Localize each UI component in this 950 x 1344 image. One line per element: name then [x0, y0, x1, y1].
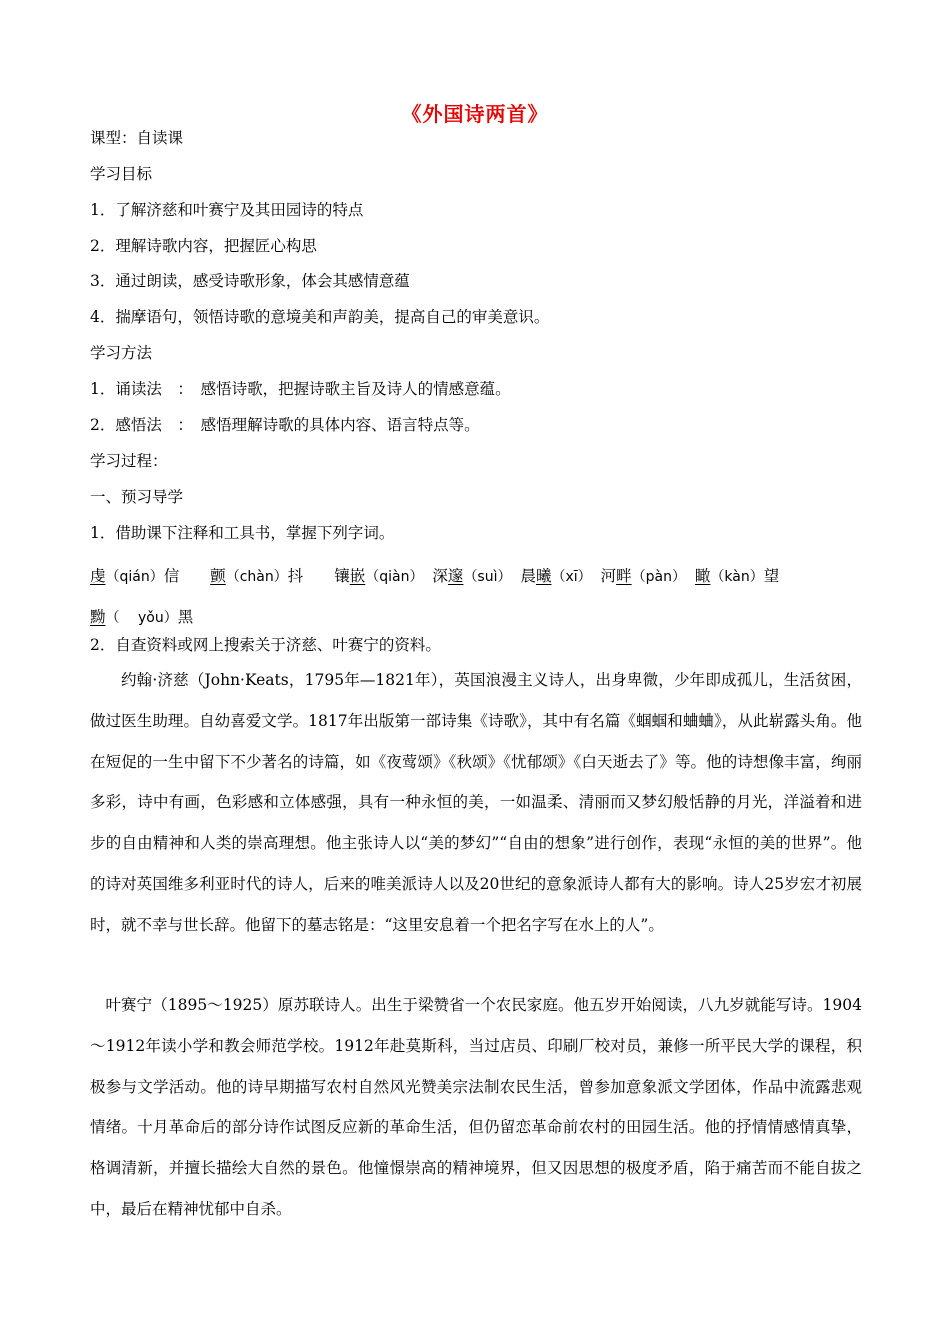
vocab-item: 黝（ yǒu）黑	[90, 608, 194, 626]
document-title: 《外国诗两首》	[401, 102, 549, 126]
method-item: 2．感悟法 ： 感悟理解诗歌的具体内容、语言特点等。	[90, 416, 480, 434]
vocab-item: 河畔（pàn）	[600, 567, 686, 585]
vocab-item: 镶嵌（qiàn）	[334, 567, 424, 585]
methods-heading: 学习方法	[90, 344, 153, 362]
goal-item: 2．理解诗歌内容，把握匠心构思	[90, 237, 317, 255]
vocab-item: 晨曦（xī）	[520, 567, 592, 585]
vocab-list	[90, 556, 860, 638]
vocab-item: 深邃（suì）	[432, 567, 512, 585]
vocab-item: 瞰（kàn）望	[694, 567, 780, 585]
method-item: 1．诵读法 ： 感悟诗歌，把握诗歌主旨及诗人的情感意蕴。	[90, 380, 511, 398]
goal-item: 4．揣摩语句，领悟诗歌的意境美和声韵美，提高自己的审美意识。	[90, 308, 550, 326]
goals-heading: 学习目标	[90, 165, 153, 183]
process-heading: 学习过程：	[90, 452, 168, 470]
lesson-type: 课型：自读课	[90, 129, 184, 147]
vocab-item: 颤（chàn）抖	[210, 567, 304, 585]
keats-paragraph: 约翰·济慈（John·Keats，1795年—1821年），英国浪漫主义诗人，出身卑微，少年即成孤儿，生活贫困，做过医生助理。自幼喜爱文学。1817年出版第一部诗集《诗歌》，其中有名篇《蝈蝈和蛐蛐》，从此崭露头角。他在短促的一生中留下不少著名的诗篇，如《夜莺颂》《秋颂》《忧郁颂》《白天逝去了》等。他的诗想像丰富，绚丽多彩，诗中有画，色彩感和立体感强，具有一种永恒的美，一如温柔、清丽而又梦幻般恬静的月光，洋溢着和进步的自由精神和人类的崇高理想。他主张诗人以“美的梦幻”“自由的想象”进行创作，表现“永恒的美的世界”。他的诗对英国维多利亚时代的诗人，后来的唯美派诗人以及20世纪的意象派诗人都有大的影响。诗人25岁宏才初展时，就不幸与世长辞。他留下的墓志铭是：“这里安息着一个把名字写在水上的人”。	[90, 671, 862, 934]
yesenin-paragraph: 叶赛宁（1895～1925）原苏联诗人。出生于梁赞省一个农民家庭。他五岁开始阅读，八九岁就能写诗。1904～1912年读小学和教会师范学校。1912年赴莫斯科，当过店员、印刷厂校对员，兼修一所平民大学的课程，积极参与文学活动。他的诗早期描写农村自然风光赞美宗法制农民生活，曾参加意象派文学团体，作品中流露悲观情绪。十月革命后的部分诗作试图反应新的革命生活，但仍留恋革命前农村的田园生活。他的抒情情感情真挚，格调清新，并擅长描绘大自然的景色。他憧憬崇高的精神境界，但又因思想的极度矛盾，陷于痛苦而不能自拔之中，最后在精神忧郁中自杀。	[90, 996, 862, 1218]
vocab-item: 虔（qián）信	[90, 567, 180, 585]
goal-item: 1．了解济慈和叶赛宁及其田园诗的特点	[90, 201, 364, 219]
step-2: 2．自查资料或网上搜索关于济慈、叶赛宁的资料。	[90, 636, 441, 654]
goal-item: 3．通过朗读，感受诗歌形象，体会其感情意蕴	[90, 272, 410, 290]
step-1: 1．借助课下注释和工具书，掌握下列字词。	[90, 524, 395, 542]
section-heading: 一、预习导学	[90, 488, 184, 506]
